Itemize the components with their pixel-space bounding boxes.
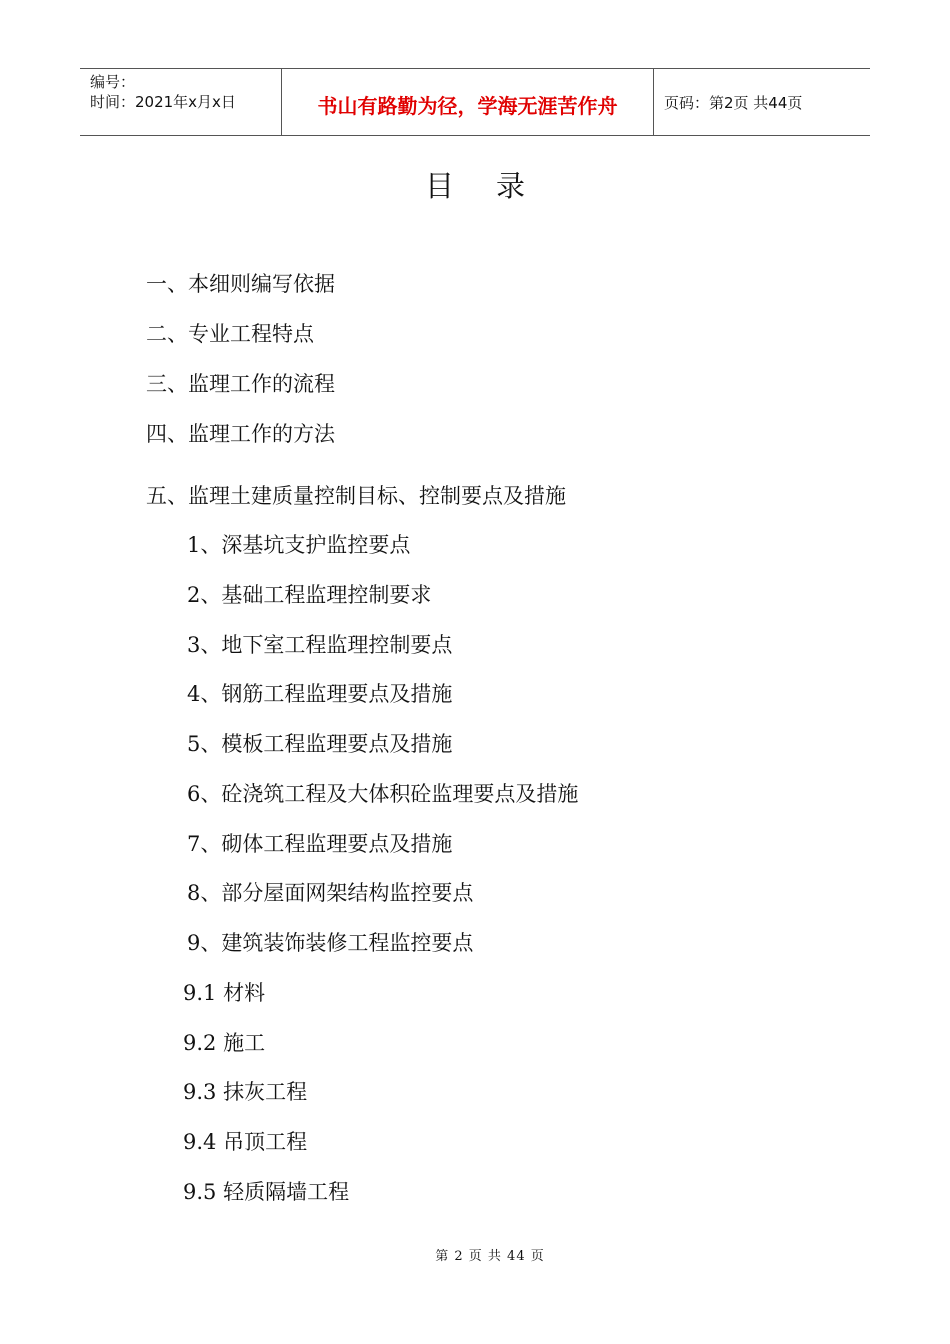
toc-item: 9.3 抹灰工程 (183, 1080, 308, 1104)
toc-item: 9.5 轻质隔墙工程 (183, 1180, 350, 1204)
toc-item: 3、地下室工程监理控制要点 (187, 633, 453, 657)
toc-item: 二、专业工程特点 (146, 322, 314, 346)
motto-text: 书山有路勤为径，学海无涯苦作舟 (317, 93, 618, 118)
toc-item: 四、监理工作的方法 (146, 422, 335, 446)
toc-item: 一、本细则编写依据 (146, 272, 335, 296)
toc-item: 9.1 材料 (183, 981, 266, 1005)
toc-item: 五、监理土建质量控制目标、控制要点及措施 (146, 484, 566, 508)
toc-item: 9.4 吊顶工程 (183, 1130, 308, 1154)
toc-item: 9、建筑装饰装修工程监控要点 (187, 931, 474, 955)
page-info-text: 页码：第2页 共44页 (664, 93, 803, 112)
page-footer: 第 2 页 共 44 页 (435, 1249, 545, 1264)
toc-item: 三、监理工作的流程 (146, 372, 335, 396)
toc-item: 6、砼浇筑工程及大体积砼监理要点及措施 (187, 782, 579, 806)
toc-item: 8、部分屋面网架结构监控要点 (187, 881, 474, 905)
document-number-label: 编号： (90, 73, 136, 91)
toc-title: 目录 (424, 169, 567, 203)
toc-item: 1、深基坑支护监控要点 (187, 533, 411, 557)
toc-item: 5、模板工程监理要点及措施 (187, 732, 453, 756)
document-time-label: 时间：2021年x月x日 (90, 93, 236, 111)
toc-item: 9.2 施工 (183, 1031, 266, 1055)
toc-item: 7、砌体工程监理要点及措施 (187, 832, 453, 856)
toc-item: 4、钢筋工程监理要点及措施 (187, 682, 453, 706)
toc-item: 2、基础工程监理控制要求 (187, 583, 432, 607)
